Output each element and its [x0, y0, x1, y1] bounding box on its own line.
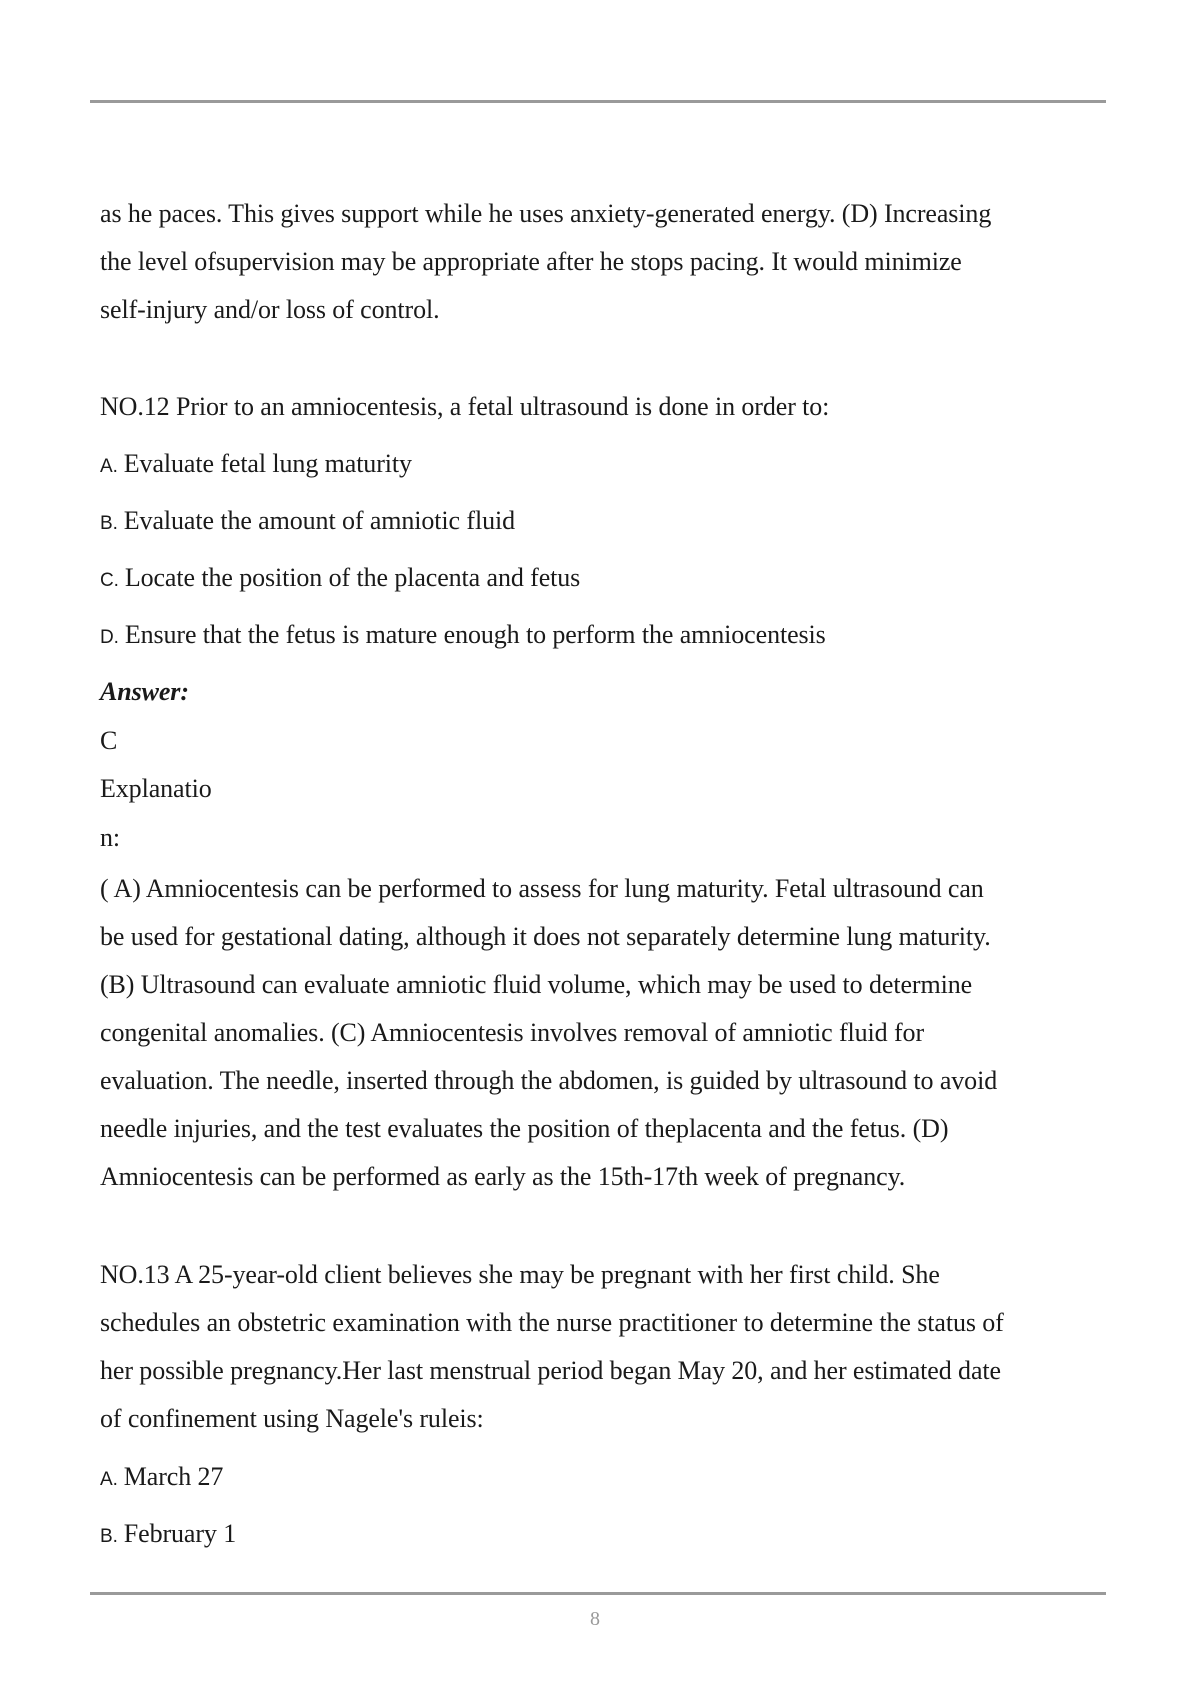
explanation-line: ( A) Amniocentesis can be performed to assess for lung maturity. Fetal ultrasound can: [100, 874, 984, 903]
option-text: February 1: [123, 1519, 237, 1548]
question-stem: schedules an obstetric examination with the nurse practitioner to determine the status of: [100, 1308, 1004, 1337]
question-stem: NO.13 A 25-year-old client believes she may be pregnant with her first child. She: [100, 1260, 940, 1289]
question-stem: NO.12 Prior to an amniocentesis, a fetal ultrasound is done in order to:: [100, 392, 830, 421]
question-stem: her possible pregnancy.Her last menstrual period began May 20, and her estimated date: [100, 1356, 1001, 1385]
answer-label: Answer:: [100, 677, 189, 706]
explanation-line: Amniocentesis can be performed as early as the 15th-17th week of pregnancy.: [100, 1162, 906, 1191]
option-c: [100, 562, 580, 597]
option-letter: A.: [100, 1469, 118, 1490]
explanation-label: Explanatio: [100, 774, 212, 803]
option-text: Locate the position of the placenta and fetus: [124, 563, 581, 592]
paragraph-line: as he paces. This gives support while he uses anxiety-generated energy. (D) Increasing: [100, 199, 992, 228]
option-text: March 27: [123, 1462, 224, 1491]
option-letter: C.: [100, 570, 119, 591]
explanation-line: be used for gestational dating, although it does not separately determine lung maturity.: [100, 922, 991, 951]
option-letter: B.: [100, 1526, 118, 1547]
explanation-line: (B) Ultrasound can evaluate amniotic fluid volume, which may be used to determine: [100, 970, 973, 999]
paragraph-line: self-injury and/or loss of control.: [100, 295, 440, 324]
answer-value: C: [100, 726, 118, 755]
question-stem: of confinement using Nagele's ruleis:: [100, 1404, 484, 1433]
explanation-line: needle injuries, and the test evaluates the position of theplacenta and the fetus. (D): [100, 1114, 949, 1143]
option-b: [100, 1518, 236, 1553]
option-text: Ensure that the fetus is mature enough to perform the amniocentesis: [124, 620, 826, 649]
option-letter: A.: [100, 456, 118, 477]
header-rule: [90, 100, 1106, 103]
explanation-line: evaluation. The needle, inserted through the abdomen, is guided by ultrasound to avoid: [100, 1066, 998, 1095]
explanation-label: n:: [100, 823, 121, 852]
option-letter: B.: [100, 513, 118, 534]
paragraph-line: the level ofsupervision may be appropriate after he stops pacing. It would minimize: [100, 247, 962, 276]
explanation-line: congenital anomalies. (C) Amniocentesis involves removal of amniotic fluid for: [100, 1018, 924, 1047]
footer-rule: [90, 1592, 1106, 1595]
option-letter: D.: [100, 627, 119, 648]
option-text: Evaluate fetal lung maturity: [123, 449, 412, 478]
option-text: Evaluate the amount of amniotic fluid: [123, 506, 516, 535]
page-number: 8: [590, 1608, 600, 1630]
option-d: [100, 619, 826, 654]
option-b: [100, 505, 515, 540]
option-a: [100, 448, 412, 483]
option-a: [100, 1461, 223, 1496]
